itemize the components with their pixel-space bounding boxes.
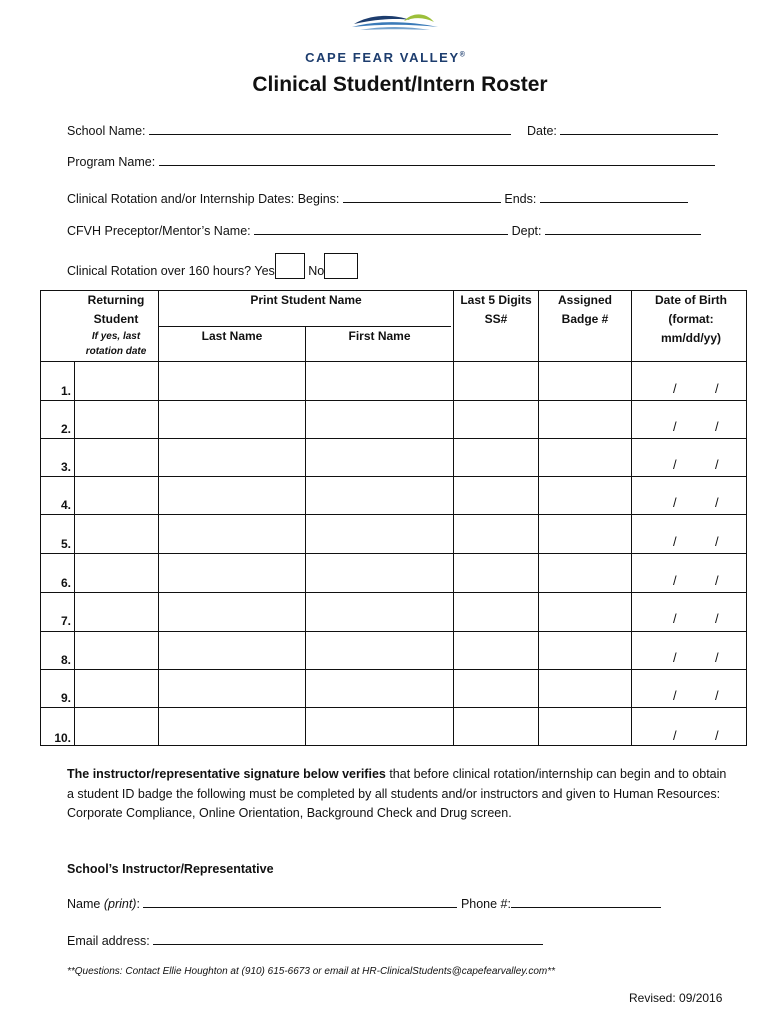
instructor-name-line[interactable] <box>143 895 457 908</box>
no-label: No <box>308 264 325 278</box>
instructor-heading: School’s Instructor/Representative <box>67 862 274 876</box>
dob-slash: / <box>715 495 719 510</box>
dob-slash: / <box>715 611 719 626</box>
phone-line[interactable] <box>511 895 661 908</box>
row-number: 4. <box>60 498 71 512</box>
email-line[interactable] <box>153 932 543 945</box>
ends-label: Ends: <box>504 192 537 206</box>
row-number: 8. <box>60 653 71 667</box>
yes-label: Yes <box>254 264 275 278</box>
begins-line[interactable] <box>343 190 501 203</box>
date-field[interactable] <box>527 122 718 138</box>
row-number: 3. <box>60 460 71 474</box>
email-label: Email address: <box>67 934 150 948</box>
questions-note: **Questions: Contact Ellie Houghton at (910) 615-6673 or email at HR-ClinicalStudents@capefearvalley.com** <box>67 966 555 977</box>
row-number: 2. <box>60 422 71 436</box>
school-name-field[interactable] <box>67 122 511 138</box>
col-divider <box>158 291 159 745</box>
returning-note: If yes, last rotation date <box>85 331 147 357</box>
print-name-header: Print Student Name <box>250 293 362 307</box>
dob-slash: / <box>673 419 677 434</box>
page-title: Clinical Student/Intern Roster <box>252 73 548 96</box>
dept-line[interactable] <box>545 222 701 235</box>
roster-table <box>40 290 747 746</box>
badge-header: Assigned Badge # <box>557 293 612 326</box>
row-number: 5. <box>60 537 71 551</box>
name-colon: : <box>136 897 140 911</box>
dob-slash: / <box>673 650 677 665</box>
cape-fear-valley-logo-icon <box>350 8 440 48</box>
email-field[interactable] <box>67 932 543 948</box>
statement-lead: The instructor/representative signature below verifies <box>67 767 386 781</box>
name-hint: (print) <box>103 897 137 911</box>
row-number: 7. <box>60 614 71 628</box>
dob-slash: / <box>673 495 677 510</box>
name-label: Name <box>67 897 101 911</box>
statement-text: that before clinical rotation/internship can begin and to obtain a student ID badge the following must be completed by all students and/or instructors and given to Human Resources: Corporate Compliance, Online Orientation, Background Check and Drug screen. <box>67 767 727 820</box>
row-divider <box>41 669 746 670</box>
dob-slash: / <box>715 381 719 396</box>
header-divider <box>41 361 746 362</box>
row-divider <box>41 438 746 439</box>
preceptor-field[interactable] <box>67 222 701 238</box>
row-divider <box>41 476 746 477</box>
row-divider <box>41 592 746 593</box>
date-line[interactable] <box>560 122 718 135</box>
last-name-header: Last Name <box>201 329 263 343</box>
row-number: 10. <box>54 731 71 745</box>
brand-name: CAPE FEAR VALLEY® <box>305 50 465 65</box>
row-divider <box>41 631 746 632</box>
dob-slash: / <box>715 457 719 472</box>
verification-statement <box>67 765 727 824</box>
program-name-field[interactable] <box>67 153 715 169</box>
dob-slash: / <box>673 534 677 549</box>
dept-label: Dept: <box>511 224 542 238</box>
yes-checkbox[interactable] <box>275 253 305 279</box>
dob-slash: / <box>673 457 677 472</box>
ends-line[interactable] <box>540 190 688 203</box>
program-name-label: Program Name: <box>67 155 156 169</box>
no-checkbox[interactable] <box>324 253 358 279</box>
over-160-field <box>67 253 358 279</box>
row-divider <box>41 514 746 515</box>
dob-slash: / <box>715 419 719 434</box>
dob-slash: / <box>715 728 719 743</box>
row-divider <box>41 707 746 708</box>
school-name-line[interactable] <box>149 122 511 135</box>
dob-slash: / <box>715 688 719 703</box>
rotation-dates-field[interactable] <box>67 190 688 206</box>
instructor-name-field[interactable] <box>67 895 661 911</box>
phone-label: Phone #: <box>460 897 511 911</box>
row-number: 6. <box>60 576 71 590</box>
revised-date: Revised: 09/2016 <box>629 991 723 1005</box>
dob-slash: / <box>673 381 677 396</box>
dob-slash: / <box>715 534 719 549</box>
dob-header: Date of Birth (format: mm/dd/yy) <box>655 293 727 345</box>
date-label: Date: <box>527 124 557 138</box>
over-160-label: Clinical Rotation over 160 hours? <box>67 264 252 278</box>
dob-slash: / <box>715 650 719 665</box>
returning-student-header: Returning Student <box>87 293 145 326</box>
first-name-header: First Name <box>348 329 411 343</box>
row-divider <box>41 553 746 554</box>
row-number: 1. <box>60 384 71 398</box>
preceptor-line[interactable] <box>254 222 508 235</box>
dob-slash: / <box>715 573 719 588</box>
dob-slash: / <box>673 611 677 626</box>
rotation-dates-label: Clinical Rotation and/or Internship Dates: <box>67 192 295 206</box>
begins-label: Begins: <box>297 192 340 206</box>
col-divider <box>453 291 454 745</box>
preceptor-label: CFVH Preceptor/Mentor’s Name: <box>67 224 251 238</box>
row-divider <box>41 400 746 401</box>
dob-slash: / <box>673 688 677 703</box>
dob-slash: / <box>673 573 677 588</box>
dob-slash: / <box>673 728 677 743</box>
col-divider <box>305 326 306 745</box>
school-name-label: School Name: <box>67 124 146 138</box>
program-name-line[interactable] <box>159 153 715 166</box>
col-divider <box>538 291 539 745</box>
col-divider <box>631 291 632 745</box>
ss-header: Last 5 Digits SS# <box>460 293 532 326</box>
row-number: 9. <box>60 691 71 705</box>
